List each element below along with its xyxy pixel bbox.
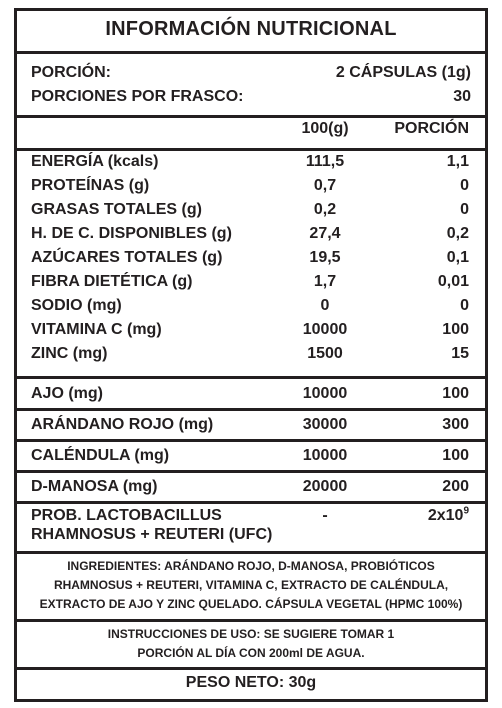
- nutrient-name: AZÚCARES TOTALES (g): [31, 249, 223, 266]
- nutrient-name: SODIO (mg): [31, 297, 122, 314]
- nutrient-name: GRASAS TOTALES (g): [31, 201, 202, 218]
- probiotic-row: [17, 506, 485, 548]
- extra-ajo: [17, 382, 485, 406]
- probiotic-portion: [379, 506, 469, 525]
- nutrient-per100: 1500: [307, 345, 343, 362]
- nutrient-per100: 0,2: [313, 201, 337, 218]
- extra-per100: 30000: [302, 416, 348, 433]
- nutrient-row: [17, 174, 485, 198]
- label-title: INFORMACIÓN NUTRICIONAL: [105, 18, 397, 40]
- nutrient-portion: 0: [460, 297, 469, 314]
- nutrient-name: ENERGÍA (kcals): [31, 153, 159, 170]
- nutrient-row: [17, 222, 485, 246]
- nutrient-name: ZINC (mg): [31, 345, 108, 362]
- nutrients-section: [17, 150, 485, 366]
- ingredients-line: INGREDIENTES: ARÁNDANO ROJO, D-MANOSA, PROBIÓTICOS: [67, 559, 435, 573]
- column-header-100g: 100(g): [301, 120, 349, 137]
- probiotic-name: [31, 506, 272, 544]
- extra-name: CALÉNDULA (mg): [31, 447, 170, 464]
- portion-value: 2 CÁPSULAS (1g): [335, 64, 471, 81]
- extra-row: [17, 444, 485, 468]
- nutrient-row: [17, 150, 485, 174]
- divider: [17, 619, 485, 622]
- nutrient-per100: 27,4: [309, 225, 341, 242]
- extra-name: AJO (mg): [31, 385, 103, 402]
- net-weight: PESO NETO: 30g: [185, 674, 317, 691]
- nutrient-row: [17, 198, 485, 222]
- ingredients-line: RHAMNOSUS + REUTERI, VITAMINA C, EXTRACTO DE CALÉNDULA,: [53, 578, 449, 592]
- divider: [17, 470, 485, 473]
- nutrient-name: H. DE C. DISPONIBLES (g): [31, 225, 232, 242]
- nutrient-row: [17, 318, 485, 342]
- nutrient-per100: 19,5: [309, 249, 341, 266]
- nutrient-row: [17, 270, 485, 294]
- nutrient-portion: 0,2: [446, 225, 469, 242]
- portion-row: [17, 61, 485, 85]
- divider: [17, 439, 485, 442]
- nutrient-name: FIBRA DIETÉTICA (g): [31, 273, 193, 290]
- extra-calendula: [17, 444, 485, 468]
- ingredients-text: [17, 557, 485, 614]
- extra-row: [17, 382, 485, 406]
- probiotic-name-line2: RHAMNOSUS + REUTERI (UFC): [31, 526, 273, 543]
- divider: [17, 501, 485, 504]
- nutrient-portion: 100: [442, 321, 469, 338]
- probiotic-portion-base: 2x10: [427, 507, 464, 524]
- nutrient-per100: 111,5: [305, 153, 345, 170]
- divider: [17, 408, 485, 411]
- nutrient-portion: 1,1: [446, 153, 469, 170]
- divider: [17, 551, 485, 554]
- nutrient-portion: 0,01: [437, 273, 469, 290]
- nutrient-name: PROTEÍNAS (g): [31, 177, 150, 194]
- probiotic-name-line1: PROB. LACTOBACILLUS: [31, 507, 222, 524]
- extra-per100: 10000: [302, 447, 348, 464]
- portion-label: PORCIÓN:: [31, 64, 111, 81]
- nutrient-per100: 0: [320, 297, 330, 314]
- nutrient-name: VITAMINA C (mg): [31, 321, 162, 338]
- nutrient-portion: 0: [460, 201, 469, 218]
- extra-portion: 300: [442, 416, 469, 433]
- divider: [17, 51, 485, 54]
- probiotic-portion-exponent: 9: [463, 505, 469, 517]
- nutrient-per100: 1,7: [313, 273, 337, 290]
- extra-per100: 20000: [302, 478, 348, 495]
- divider: [17, 667, 485, 670]
- probiotic-per100: -: [322, 507, 328, 524]
- ingredients-line: EXTRACTO DE AJO Y ZINC QUELADO. CÁPSULA VEGETAL (HPMC 100%): [39, 597, 463, 611]
- extra-per100: 10000: [302, 385, 348, 402]
- servings-label: PORCIONES POR FRASCO:: [31, 88, 244, 105]
- servings-row: [17, 85, 485, 109]
- nutrient-per100: 10000: [302, 321, 348, 338]
- extra-d-manosa: [17, 475, 485, 499]
- column-header-portion: PORCIÓN: [394, 120, 469, 137]
- extra-row: [17, 475, 485, 499]
- instructions-text: [17, 625, 485, 663]
- divider: [17, 376, 485, 379]
- extra-portion: 100: [442, 385, 469, 402]
- instructions-line: INSTRUCCIONES DE USO: SE SUGIERE TOMAR 1: [107, 627, 395, 641]
- nutrient-row: [17, 294, 485, 318]
- nutrient-per100: 0,7: [313, 177, 337, 194]
- extra-portion: 200: [442, 478, 469, 495]
- servings-value: 30: [453, 88, 471, 105]
- nutrient-portion: 0,1: [446, 249, 469, 266]
- extra-name: ARÁNDANO ROJO (mg): [31, 416, 214, 433]
- extra-arandano: [17, 413, 485, 437]
- nutrient-portion: 15: [451, 345, 469, 362]
- nutrient-row: [17, 342, 485, 366]
- extra-name: D-MANOSA (mg): [31, 478, 158, 495]
- extra-portion: 100: [442, 447, 469, 464]
- portion-section: [17, 61, 485, 109]
- column-header-row: [17, 117, 485, 141]
- nutrition-label: [14, 8, 488, 702]
- nutrient-row: [17, 246, 485, 270]
- nutrient-portion: 0: [460, 177, 469, 194]
- extra-row: [17, 413, 485, 437]
- instructions-line: PORCIÓN AL DÍA CON 200ml DE AGUA.: [137, 646, 365, 660]
